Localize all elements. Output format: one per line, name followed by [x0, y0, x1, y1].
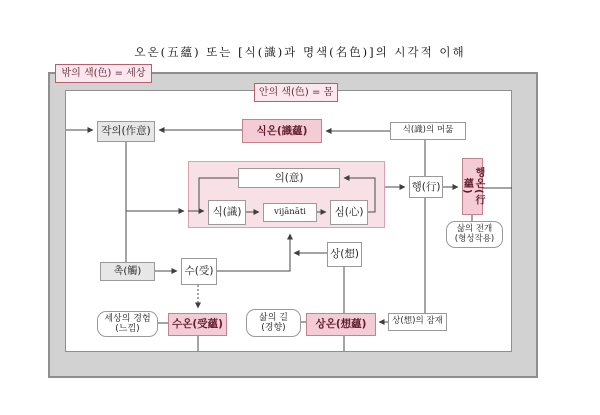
node-feeling: 수(受): [181, 258, 217, 285]
inner-body-label: 안의 색(色) = 몸: [254, 83, 338, 102]
node-vijanati: vijānāti: [263, 203, 317, 222]
node-consciousness-aggregate: 식온(識蘊): [242, 119, 322, 143]
node-citta: 심(心): [330, 200, 368, 225]
node-vinnana: 식(識): [208, 200, 246, 225]
node-life-path-line2: (경향): [261, 323, 286, 333]
node-formations-aggregate: 행온(行蘊): [462, 158, 483, 215]
node-world-experience-line1: 세상의 경험: [104, 313, 151, 324]
node-attention: 작의(作意): [97, 121, 155, 142]
node-contact: 촉(觸): [100, 262, 155, 281]
node-life-unfolding: [446, 221, 503, 248]
node-perception: 상(想): [327, 242, 362, 267]
node-life-path: [246, 309, 301, 337]
node-perception-latency: 상(想)의 잠재: [388, 313, 447, 331]
node-feeling-aggregate: 수온(受蘊): [168, 313, 227, 336]
node-formations: 행(行): [409, 176, 443, 198]
node-world-experience-line2: (느낌): [115, 324, 140, 334]
node-perception-aggregate: 상온(想蘊): [306, 313, 376, 336]
node-life-unfolding-line1: 삶의 전개: [456, 223, 493, 234]
node-world-experience: [97, 311, 158, 337]
node-life-path-line1: 삶의 길: [259, 312, 288, 323]
outer-world-label: 밖의 색(色) = 세상: [55, 64, 152, 83]
node-life-unfolding-line2: (형성작용): [454, 233, 495, 244]
node-consciousness-dwelling: 식(識)의 머묾: [390, 122, 466, 140]
node-mano: 의(意): [238, 168, 340, 188]
diagram-title: 오온(五蘊) 또는 [식(識)과 명색(名色)]의 시각적 이해: [134, 45, 466, 59]
